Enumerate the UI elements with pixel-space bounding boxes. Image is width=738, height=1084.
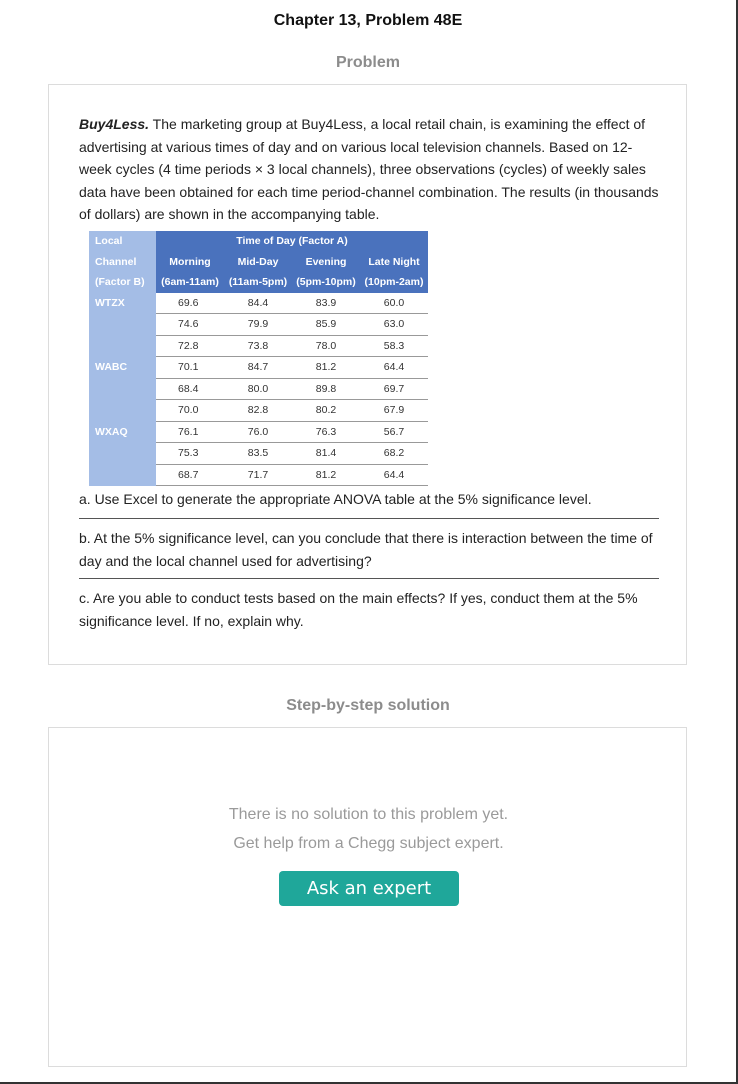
- table-body: [89, 293, 428, 486]
- corner-label-local: Local: [89, 231, 156, 252]
- channel-label: WTZX: [89, 293, 156, 314]
- table-cell: 89.8: [292, 378, 360, 400]
- question-b: b. At the 5% significance level, can you conclude that there is interaction between the time of day and the local channel used for advertising?: [79, 530, 653, 569]
- table-row: [89, 421, 428, 443]
- column-header-evening: Evening: [292, 252, 360, 273]
- company-name: Buy4Less.: [79, 116, 150, 132]
- problem-intro-text: The marketing group at Buy4Less, a local retail chain, is examining the effect of advertising at various times of day and on various local television channels. Based on 12-week cycles (4 time periods × 3 local channels), three observations (cycles) of weekly sales data have been obtained for each time period-channel combination. The results (in thousands of dollars) are shown in the accompanying table.: [79, 116, 659, 222]
- table-header-row-2: [89, 252, 428, 273]
- column-range-mid-day: (11am-5pm): [224, 272, 292, 293]
- expert-help-message: Get help from a Chegg subject expert.: [233, 835, 504, 852]
- channel-label-blank: [89, 335, 156, 357]
- table-cell: 85.9: [292, 314, 360, 336]
- ask-an-expert-button[interactable]: Ask an expert: [279, 871, 459, 906]
- table-header-row-3: [89, 272, 428, 293]
- table-cell: 78.0: [292, 335, 360, 357]
- channel-label-blank: [89, 378, 156, 400]
- table-cell: 67.9: [360, 400, 428, 422]
- table-cell: 70.1: [156, 357, 224, 379]
- divider: [79, 518, 659, 519]
- table-cell: 72.8: [156, 335, 224, 357]
- table-cell: 80.2: [292, 400, 360, 422]
- table-cell: 76.3: [292, 421, 360, 443]
- table-cell: 68.4: [156, 378, 224, 400]
- divider: [79, 578, 659, 579]
- table-cell: 64.4: [360, 357, 428, 379]
- factor-a-header: Time of Day (Factor A): [156, 231, 428, 252]
- sales-data-table: [89, 231, 428, 486]
- page-title: Chapter 13, Problem 48E: [273, 12, 463, 29]
- table-row: [89, 400, 428, 422]
- table-cell: 84.4: [224, 293, 292, 314]
- no-solution-message: There is no solution to this problem yet.: [228, 806, 509, 823]
- table-header-row-1: [89, 231, 428, 252]
- table-cell: 75.3: [156, 443, 224, 465]
- table-cell: 79.9: [224, 314, 292, 336]
- channel-label-blank: [89, 400, 156, 422]
- corner-label-channel: Channel: [89, 252, 156, 273]
- channel-label-blank: [89, 314, 156, 336]
- channel-label: WXAQ: [89, 421, 156, 443]
- column-range-evening: (5pm-10pm): [292, 272, 360, 293]
- column-range-late-night: (10pm-2am): [360, 272, 428, 293]
- table-cell: 63.0: [360, 314, 428, 336]
- column-range-morning: (6am-11am): [156, 272, 224, 293]
- channel-label-blank: [89, 443, 156, 465]
- table-row: [89, 335, 428, 357]
- table-cell: 74.6: [156, 314, 224, 336]
- corner-label-factor-b: (Factor B): [89, 272, 156, 293]
- channel-label-blank: [89, 464, 156, 486]
- problem-intro: [79, 113, 659, 226]
- table-cell: 76.1: [156, 421, 224, 443]
- table-cell: 69.6: [156, 293, 224, 314]
- problem-card: [48, 84, 687, 665]
- table-cell: 81.2: [292, 464, 360, 486]
- table-cell: 82.8: [224, 400, 292, 422]
- table-cell: 83.9: [292, 293, 360, 314]
- table-cell: 64.4: [360, 464, 428, 486]
- question-a: a. Use Excel to generate the appropriate ANOVA table at the 5% significance level.: [79, 491, 592, 507]
- solution-card: [48, 727, 687, 1067]
- table-cell: 70.0: [156, 400, 224, 422]
- table-row: [89, 443, 428, 465]
- table-cell: 73.8: [224, 335, 292, 357]
- table-cell: 84.7: [224, 357, 292, 379]
- column-header-late-night: Late Night: [360, 252, 428, 273]
- table-cell: 83.5: [224, 443, 292, 465]
- solution-section-label: Step-by-step solution: [286, 697, 450, 714]
- table-cell: 80.0: [224, 378, 292, 400]
- column-header-mid-day: Mid-Day: [224, 252, 292, 273]
- table-cell: 81.2: [292, 357, 360, 379]
- problem-section-label: Problem: [335, 54, 400, 71]
- table-cell: 76.0: [224, 421, 292, 443]
- table-row: [89, 357, 428, 379]
- table-cell: 60.0: [360, 293, 428, 314]
- channel-label: WABC: [89, 357, 156, 379]
- table-cell: 68.7: [156, 464, 224, 486]
- table-row: [89, 378, 428, 400]
- question-c: c. Are you able to conduct tests based on the main effects? If yes, conduct them at the 5% significance level. If no, explain why.: [79, 590, 638, 629]
- table-row: [89, 464, 428, 486]
- table-cell: 71.7: [224, 464, 292, 486]
- table-cell: 69.7: [360, 378, 428, 400]
- table-cell: 58.3: [360, 335, 428, 357]
- table-cell: 68.2: [360, 443, 428, 465]
- column-header-morning: Morning: [156, 252, 224, 273]
- table-row: [89, 293, 428, 314]
- table-cell: 81.4: [292, 443, 360, 465]
- table-row: [89, 314, 428, 336]
- table-cell: 56.7: [360, 421, 428, 443]
